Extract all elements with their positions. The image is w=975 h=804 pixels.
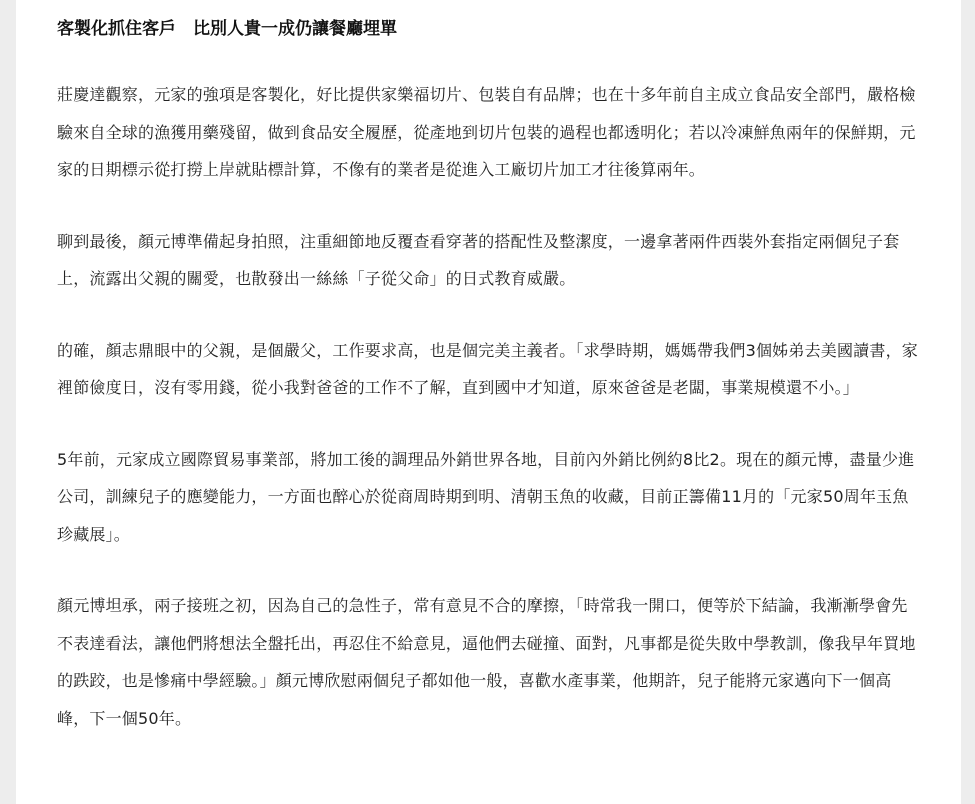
article-body	[57, 12, 923, 737]
paragraph-5: 顏元博坦承，兩子接班之初，因為自己的急性子，常有意見不合的摩擦，「時常我一開口，便等於下結論，我漸漸學會先不表達看法，讓他們將想法全盤托出，再忍住不給意見，逼他們去碰撞、面對，凡事都是從失敗中學教訓，像我早年買地的跌跤，也是慘痛中學經驗。」顏元博欣慰兩個兒子都如他一般，喜歡水產事業，他期許，兒子能將元家邁向下一個高峰，下一個50年。	[57, 596, 916, 728]
section-heading: 客製化抓住客戶 比別人貴一成仍讓餐廳埋單	[57, 19, 397, 39]
paragraph-1: 莊慶達觀察，元家的強項是客製化，好比提供家樂福切片、包裝自有品牌；也在十多年前自主成立食品安全部門，嚴格檢驗來自全球的漁獲用藥殘留，做到食品安全履歷，從產地到切片包裝的過程也都透明化；若以冷凍鮮魚兩年的保鮮期，元家的日期標示從打撈上岸就貼標計算，不像有的業者是從進入工廠切片加工才往後算兩年。	[57, 85, 916, 179]
paragraph-2: 聊到最後，顏元博準備起身拍照，注重細節地反覆查看穿著的搭配性及整潔度，一邊拿著兩件西裝外套指定兩個兒子套上，流露出父親的關愛，也散發出一絲絲「子從父命」的日式教育威嚴。	[57, 231, 900, 288]
paragraph-4: 5年前，元家成立國際貿易事業部，將加工後的調理品外銷世界各地，目前內外銷比例約8比2。現在的顏元博，盡量少進公司，訓練兒子的應變能力，一方面也醉心於從商周時期到明、清朝玉魚的收藏，目前正籌備11月的「元家50周年玉魚珍藏展」。	[57, 449, 915, 544]
paragraph-3: 的確，顏志鼎眼中的父親，是個嚴父，工作要求高，也是個完美主義者。「求學時期，媽媽帶我們3個姊弟去美國讀書，家裡節儉度日，沒有零用錢，從小我對爸爸的工作不了解，直到國中才知道，原來爸爸是老闆，事業規模還不小。」	[57, 340, 918, 397]
article-page	[16, 0, 961, 804]
